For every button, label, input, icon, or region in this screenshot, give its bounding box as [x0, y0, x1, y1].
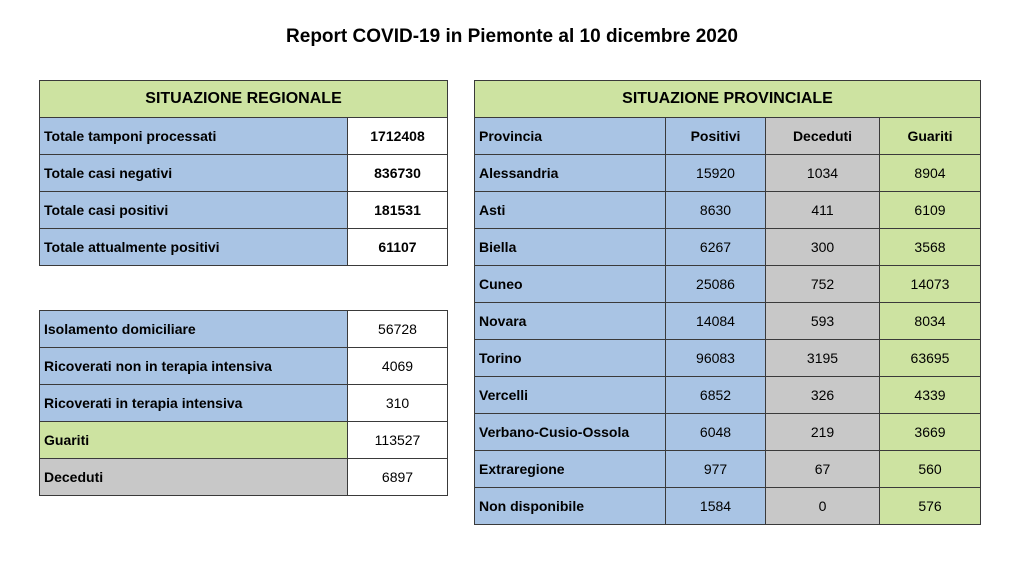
- table-header-row: [40, 81, 448, 118]
- table-row: [475, 340, 981, 377]
- row-label: Totale casi positivi: [40, 192, 348, 229]
- row-value: 1712408: [348, 118, 448, 155]
- table-header-row: [475, 81, 981, 118]
- table-row: [475, 229, 981, 266]
- province-name: Non disponibile: [475, 488, 666, 525]
- guariti-value: 8034: [880, 303, 981, 340]
- column-header-row: [475, 118, 981, 155]
- positivi-value: 8630: [666, 192, 766, 229]
- deceduti-value: 752: [766, 266, 880, 303]
- table-row: [475, 303, 981, 340]
- deceduti-value: 67: [766, 451, 880, 488]
- province-name: Vercelli: [475, 377, 666, 414]
- positivi-value: 1584: [666, 488, 766, 525]
- table-row: [475, 155, 981, 192]
- province-name: Novara: [475, 303, 666, 340]
- row-value: 6897: [348, 459, 448, 496]
- province-name: Torino: [475, 340, 666, 377]
- deceduti-value: 0: [766, 488, 880, 525]
- deceduti-value: 593: [766, 303, 880, 340]
- deceduti-value: 219: [766, 414, 880, 451]
- positivi-value: 96083: [666, 340, 766, 377]
- column-header: Provincia: [475, 118, 666, 155]
- row-label: Ricoverati in terapia intensiva: [40, 385, 348, 422]
- row-label: Totale attualmente positivi: [40, 229, 348, 266]
- deceduti-value: 326: [766, 377, 880, 414]
- province-name: Alessandria: [475, 155, 666, 192]
- table-row: [40, 311, 448, 348]
- table-row: [475, 414, 981, 451]
- guariti-value: 8904: [880, 155, 981, 192]
- column-header: Guariti: [880, 118, 981, 155]
- table-row: [475, 488, 981, 525]
- province-name: Biella: [475, 229, 666, 266]
- guariti-value: 3568: [880, 229, 981, 266]
- guariti-value: 3669: [880, 414, 981, 451]
- guariti-value: 63695: [880, 340, 981, 377]
- row-value: 181531: [348, 192, 448, 229]
- row-value: 4069: [348, 348, 448, 385]
- table-row: [475, 377, 981, 414]
- positivi-value: 6852: [666, 377, 766, 414]
- table-row: [475, 192, 981, 229]
- regional-header: SITUAZIONE REGIONALE: [40, 81, 448, 118]
- deceduti-value: 411: [766, 192, 880, 229]
- table-row: [40, 229, 448, 266]
- table-row: [40, 385, 448, 422]
- column-header: Positivi: [666, 118, 766, 155]
- province-name: Verbano-Cusio-Ossola: [475, 414, 666, 451]
- table-row: [40, 348, 448, 385]
- row-label: Guariti: [40, 422, 348, 459]
- column-header: Deceduti: [766, 118, 880, 155]
- row-label: Ricoverati non in terapia intensiva: [40, 348, 348, 385]
- table-row: [40, 118, 448, 155]
- page-title: Report COVID-19 in Piemonte al 10 dicembre 2020: [286, 26, 738, 47]
- positivi-value: 14084: [666, 303, 766, 340]
- guariti-value: 4339: [880, 377, 981, 414]
- deceduti-value: 300: [766, 229, 880, 266]
- province-name: Asti: [475, 192, 666, 229]
- province-name: Cuneo: [475, 266, 666, 303]
- row-value: 836730: [348, 155, 448, 192]
- deceduti-value: 3195: [766, 340, 880, 377]
- positivi-value: 6267: [666, 229, 766, 266]
- row-label: Totale casi negativi: [40, 155, 348, 192]
- row-value: 113527: [348, 422, 448, 459]
- guariti-value: 14073: [880, 266, 981, 303]
- row-value: 310: [348, 385, 448, 422]
- table-row: [40, 422, 448, 459]
- provincial-table: [474, 80, 981, 525]
- table-row: [40, 459, 448, 496]
- regional-summary-table: [39, 80, 448, 266]
- guariti-value: 560: [880, 451, 981, 488]
- row-value: 61107: [348, 229, 448, 266]
- row-label: Isolamento domiciliare: [40, 311, 348, 348]
- row-value: 56728: [348, 311, 448, 348]
- row-label: Deceduti: [40, 459, 348, 496]
- positivi-value: 6048: [666, 414, 766, 451]
- positivi-value: 15920: [666, 155, 766, 192]
- positivi-value: 25086: [666, 266, 766, 303]
- guariti-value: 6109: [880, 192, 981, 229]
- guariti-value: 576: [880, 488, 981, 525]
- row-label: Totale tamponi processati: [40, 118, 348, 155]
- provincial-header: SITUAZIONE PROVINCIALE: [475, 81, 981, 118]
- positivi-value: 977: [666, 451, 766, 488]
- table-row: [475, 451, 981, 488]
- province-name: Extraregione: [475, 451, 666, 488]
- deceduti-value: 1034: [766, 155, 880, 192]
- table-row: [40, 155, 448, 192]
- table-row: [475, 266, 981, 303]
- regional-detail-table: [39, 310, 448, 496]
- table-row: [40, 192, 448, 229]
